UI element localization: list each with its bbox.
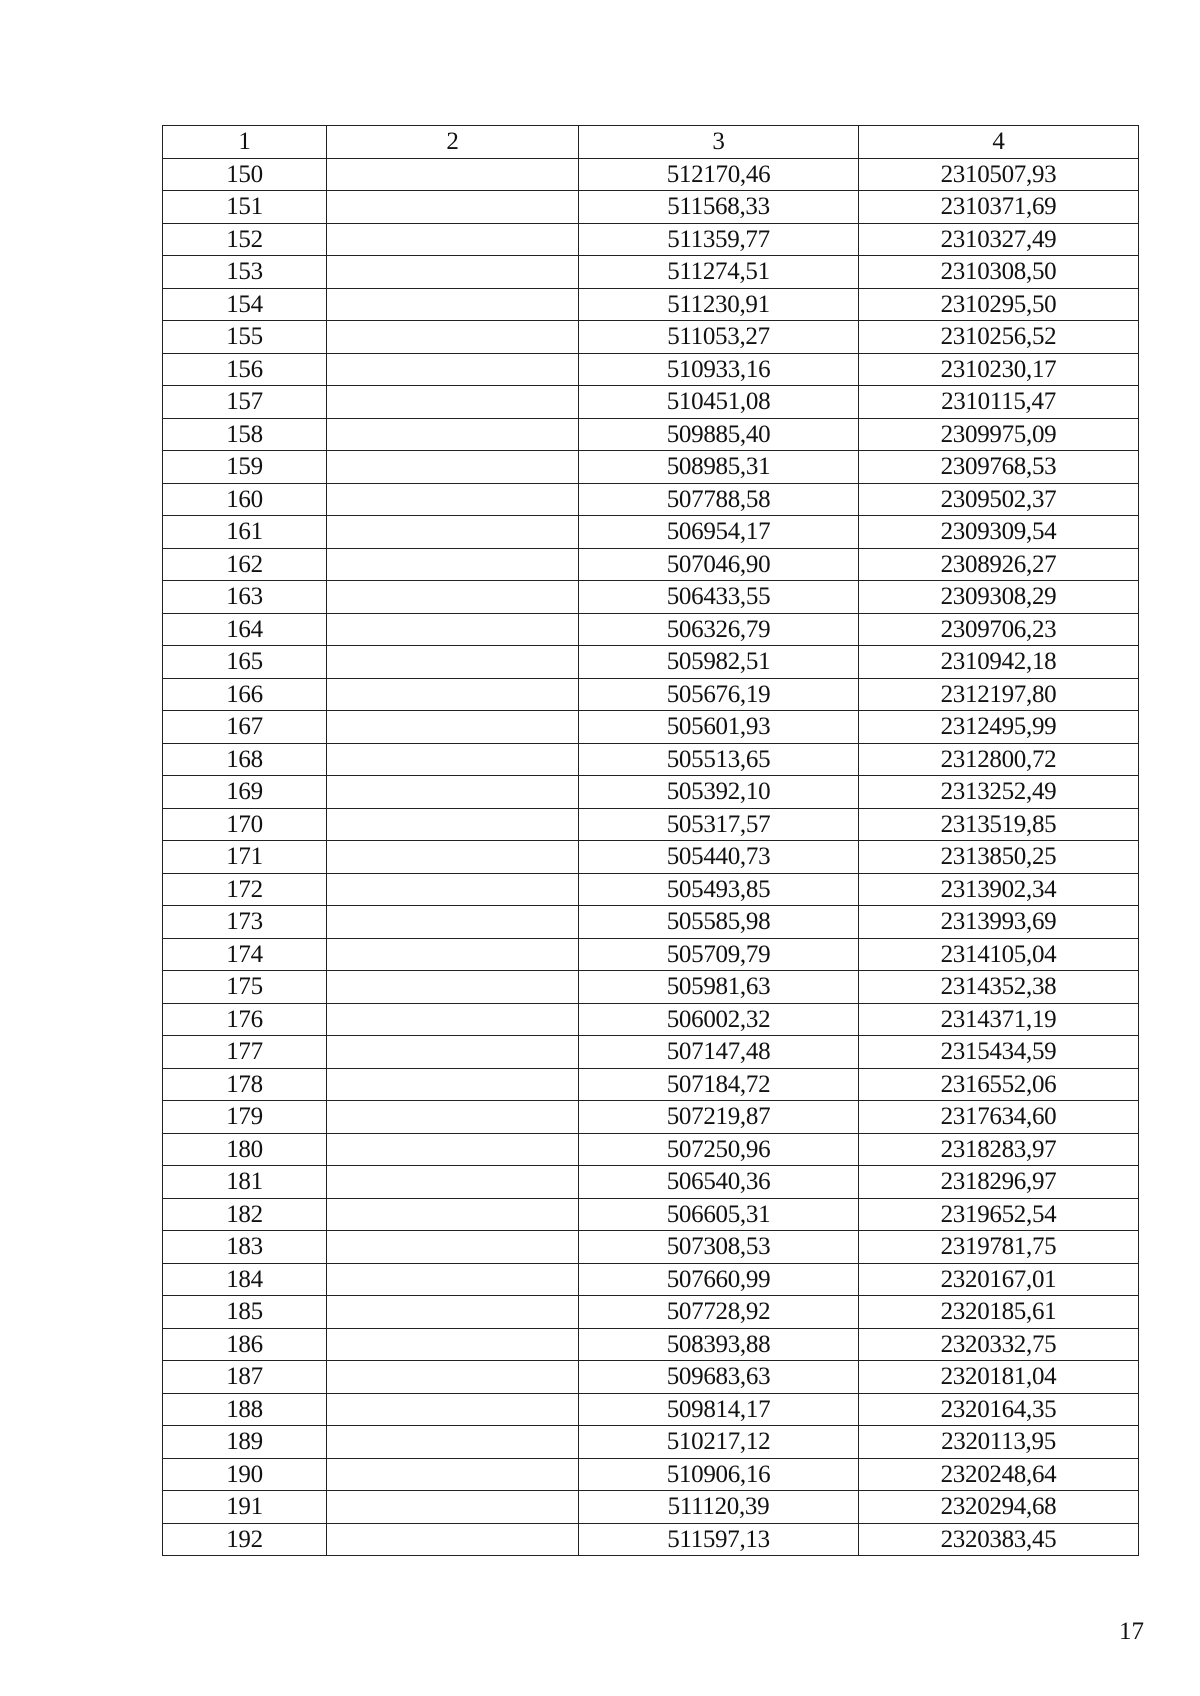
y-coordinate-cell: 2320164,35 [859, 1393, 1139, 1426]
x-coordinate-cell: 510933,16 [579, 353, 859, 386]
x-coordinate-cell: 511568,33 [579, 191, 859, 224]
description-cell [327, 386, 579, 419]
x-coordinate-cell: 511597,13 [579, 1523, 859, 1556]
x-coordinate-cell: 506002,32 [579, 1003, 859, 1036]
point-number-cell: 153 [163, 256, 327, 289]
table-row [163, 1101, 1139, 1134]
table-row [163, 1133, 1139, 1166]
y-coordinate-cell: 2315434,59 [859, 1036, 1139, 1069]
y-coordinate-cell: 2310507,93 [859, 158, 1139, 191]
page-number: 17 [1119, 1618, 1144, 1645]
y-coordinate-cell: 2320185,61 [859, 1296, 1139, 1329]
y-coordinate-cell: 2314105,04 [859, 938, 1139, 971]
y-coordinate-cell: 2310295,50 [859, 288, 1139, 321]
y-coordinate-cell: 2320383,45 [859, 1523, 1139, 1556]
x-coordinate-cell: 509814,17 [579, 1393, 859, 1426]
description-cell [327, 1198, 579, 1231]
x-coordinate-cell: 505585,98 [579, 906, 859, 939]
column-header-3: 3 [579, 126, 859, 159]
point-number-cell: 176 [163, 1003, 327, 1036]
point-number-cell: 163 [163, 581, 327, 614]
y-coordinate-cell: 2309975,09 [859, 418, 1139, 451]
point-number-cell: 151 [163, 191, 327, 224]
point-number-cell: 152 [163, 223, 327, 256]
point-number-cell: 167 [163, 711, 327, 744]
point-number-cell: 160 [163, 483, 327, 516]
description-cell [327, 353, 579, 386]
description-cell [327, 873, 579, 906]
point-number-cell: 155 [163, 321, 327, 354]
point-number-cell: 192 [163, 1523, 327, 1556]
point-number-cell: 157 [163, 386, 327, 419]
description-cell [327, 451, 579, 484]
description-cell [327, 191, 579, 224]
description-cell [327, 906, 579, 939]
point-number-cell: 164 [163, 613, 327, 646]
point-number-cell: 161 [163, 516, 327, 549]
table-row [163, 776, 1139, 809]
table-row [163, 158, 1139, 191]
header-row [163, 126, 1139, 159]
y-coordinate-cell: 2310371,69 [859, 191, 1139, 224]
point-number-cell: 159 [163, 451, 327, 484]
x-coordinate-cell: 506540,36 [579, 1166, 859, 1199]
table-header [163, 126, 1139, 159]
y-coordinate-cell: 2313902,34 [859, 873, 1139, 906]
table-row [163, 1003, 1139, 1036]
x-coordinate-cell: 507788,58 [579, 483, 859, 516]
description-cell [327, 321, 579, 354]
table-row [163, 1198, 1139, 1231]
y-coordinate-cell: 2309502,37 [859, 483, 1139, 516]
point-number-cell: 177 [163, 1036, 327, 1069]
description-cell [327, 1361, 579, 1394]
point-number-cell: 181 [163, 1166, 327, 1199]
table-row [163, 548, 1139, 581]
y-coordinate-cell: 2320332,75 [859, 1328, 1139, 1361]
description-cell [327, 1393, 579, 1426]
point-number-cell: 184 [163, 1263, 327, 1296]
description-cell [327, 1328, 579, 1361]
point-number-cell: 150 [163, 158, 327, 191]
x-coordinate-cell: 505601,93 [579, 711, 859, 744]
point-number-cell: 175 [163, 971, 327, 1004]
table-row [163, 256, 1139, 289]
y-coordinate-cell: 2309308,29 [859, 581, 1139, 614]
column-header-1: 1 [163, 126, 327, 159]
description-cell [327, 1491, 579, 1524]
y-coordinate-cell: 2320248,64 [859, 1458, 1139, 1491]
table-row [163, 808, 1139, 841]
table-row [163, 743, 1139, 776]
table-row [163, 1523, 1139, 1556]
y-coordinate-cell: 2320181,04 [859, 1361, 1139, 1394]
description-cell [327, 223, 579, 256]
point-number-cell: 158 [163, 418, 327, 451]
x-coordinate-cell: 505513,65 [579, 743, 859, 776]
description-cell [327, 1426, 579, 1459]
y-coordinate-cell: 2310942,18 [859, 646, 1139, 679]
x-coordinate-cell: 511120,39 [579, 1491, 859, 1524]
y-coordinate-cell: 2309309,54 [859, 516, 1139, 549]
table-row [163, 1231, 1139, 1264]
table-row [163, 1426, 1139, 1459]
x-coordinate-cell: 507046,90 [579, 548, 859, 581]
description-cell [327, 808, 579, 841]
x-coordinate-cell: 510217,12 [579, 1426, 859, 1459]
description-cell [327, 483, 579, 516]
description-cell [327, 158, 579, 191]
y-coordinate-cell: 2312495,99 [859, 711, 1139, 744]
y-coordinate-cell: 2309768,53 [859, 451, 1139, 484]
table-row [163, 906, 1139, 939]
y-coordinate-cell: 2312197,80 [859, 678, 1139, 711]
description-cell [327, 581, 579, 614]
table-row [163, 1393, 1139, 1426]
x-coordinate-cell: 511053,27 [579, 321, 859, 354]
y-coordinate-cell: 2313252,49 [859, 776, 1139, 809]
description-cell [327, 1458, 579, 1491]
table-row [163, 223, 1139, 256]
description-cell [327, 288, 579, 321]
table-row [163, 581, 1139, 614]
table-row [163, 418, 1139, 451]
y-coordinate-cell: 2320167,01 [859, 1263, 1139, 1296]
y-coordinate-cell: 2313519,85 [859, 808, 1139, 841]
description-cell [327, 1231, 579, 1264]
table-row [163, 841, 1139, 874]
point-number-cell: 178 [163, 1068, 327, 1101]
x-coordinate-cell: 505982,51 [579, 646, 859, 679]
point-number-cell: 186 [163, 1328, 327, 1361]
y-coordinate-cell: 2316552,06 [859, 1068, 1139, 1101]
description-cell [327, 646, 579, 679]
description-cell [327, 1523, 579, 1556]
y-coordinate-cell: 2310115,47 [859, 386, 1139, 419]
x-coordinate-cell: 507250,96 [579, 1133, 859, 1166]
y-coordinate-cell: 2312800,72 [859, 743, 1139, 776]
point-number-cell: 191 [163, 1491, 327, 1524]
table-row [163, 1263, 1139, 1296]
table-row [163, 451, 1139, 484]
point-number-cell: 188 [163, 1393, 327, 1426]
point-number-cell: 187 [163, 1361, 327, 1394]
y-coordinate-cell: 2310230,17 [859, 353, 1139, 386]
x-coordinate-cell: 507660,99 [579, 1263, 859, 1296]
x-coordinate-cell: 506433,55 [579, 581, 859, 614]
table-row [163, 646, 1139, 679]
table-row [163, 938, 1139, 971]
y-coordinate-cell: 2314352,38 [859, 971, 1139, 1004]
x-coordinate-cell: 505392,10 [579, 776, 859, 809]
point-number-cell: 166 [163, 678, 327, 711]
y-coordinate-cell: 2317634,60 [859, 1101, 1139, 1134]
y-coordinate-cell: 2313993,69 [859, 906, 1139, 939]
x-coordinate-cell: 510906,16 [579, 1458, 859, 1491]
point-number-cell: 173 [163, 906, 327, 939]
y-coordinate-cell: 2318283,97 [859, 1133, 1139, 1166]
description-cell [327, 776, 579, 809]
table-row [163, 483, 1139, 516]
point-number-cell: 172 [163, 873, 327, 906]
description-cell [327, 1036, 579, 1069]
x-coordinate-cell: 507147,48 [579, 1036, 859, 1069]
x-coordinate-cell: 505981,63 [579, 971, 859, 1004]
y-coordinate-cell: 2320113,95 [859, 1426, 1139, 1459]
y-coordinate-cell: 2310256,52 [859, 321, 1139, 354]
y-coordinate-cell: 2320294,68 [859, 1491, 1139, 1524]
table-row [163, 1491, 1139, 1524]
x-coordinate-cell: 507184,72 [579, 1068, 859, 1101]
column-header-4: 4 [859, 126, 1139, 159]
x-coordinate-cell: 505317,57 [579, 808, 859, 841]
point-number-cell: 183 [163, 1231, 327, 1264]
description-cell [327, 418, 579, 451]
description-cell [327, 1166, 579, 1199]
table-row [163, 1166, 1139, 1199]
point-number-cell: 154 [163, 288, 327, 321]
x-coordinate-cell: 508393,88 [579, 1328, 859, 1361]
x-coordinate-cell: 509683,63 [579, 1361, 859, 1394]
description-cell [327, 1003, 579, 1036]
x-coordinate-cell: 511359,77 [579, 223, 859, 256]
coordinates-table [162, 125, 1139, 1556]
x-coordinate-cell: 511230,91 [579, 288, 859, 321]
column-header-2: 2 [327, 126, 579, 159]
x-coordinate-cell: 505676,19 [579, 678, 859, 711]
table-row [163, 386, 1139, 419]
table-row [163, 711, 1139, 744]
point-number-cell: 170 [163, 808, 327, 841]
point-number-cell: 169 [163, 776, 327, 809]
y-coordinate-cell: 2310327,49 [859, 223, 1139, 256]
description-cell [327, 938, 579, 971]
x-coordinate-cell: 506954,17 [579, 516, 859, 549]
x-coordinate-cell: 510451,08 [579, 386, 859, 419]
point-number-cell: 189 [163, 1426, 327, 1459]
description-cell [327, 613, 579, 646]
table-row [163, 321, 1139, 354]
table-row [163, 873, 1139, 906]
table-row [163, 516, 1139, 549]
y-coordinate-cell: 2310308,50 [859, 256, 1139, 289]
table-row [163, 1328, 1139, 1361]
table-row [163, 1458, 1139, 1491]
y-coordinate-cell: 2308926,27 [859, 548, 1139, 581]
description-cell [327, 1133, 579, 1166]
table-row [163, 678, 1139, 711]
x-coordinate-cell: 508985,31 [579, 451, 859, 484]
table-body [163, 158, 1139, 1556]
description-cell [327, 516, 579, 549]
table-row [163, 288, 1139, 321]
x-coordinate-cell: 506605,31 [579, 1198, 859, 1231]
table-row [163, 613, 1139, 646]
y-coordinate-cell: 2319781,75 [859, 1231, 1139, 1264]
x-coordinate-cell: 505709,79 [579, 938, 859, 971]
y-coordinate-cell: 2318296,97 [859, 1166, 1139, 1199]
description-cell [327, 971, 579, 1004]
description-cell [327, 743, 579, 776]
point-number-cell: 156 [163, 353, 327, 386]
point-number-cell: 174 [163, 938, 327, 971]
y-coordinate-cell: 2309706,23 [859, 613, 1139, 646]
x-coordinate-cell: 507219,87 [579, 1101, 859, 1134]
description-cell [327, 841, 579, 874]
x-coordinate-cell: 511274,51 [579, 256, 859, 289]
y-coordinate-cell: 2319652,54 [859, 1198, 1139, 1231]
table-row [163, 191, 1139, 224]
x-coordinate-cell: 507728,92 [579, 1296, 859, 1329]
description-cell [327, 711, 579, 744]
table-row [163, 1361, 1139, 1394]
x-coordinate-cell: 506326,79 [579, 613, 859, 646]
description-cell [327, 678, 579, 711]
point-number-cell: 171 [163, 841, 327, 874]
x-coordinate-cell: 505440,73 [579, 841, 859, 874]
description-cell [327, 1068, 579, 1101]
point-number-cell: 168 [163, 743, 327, 776]
description-cell [327, 1296, 579, 1329]
point-number-cell: 180 [163, 1133, 327, 1166]
description-cell [327, 548, 579, 581]
point-number-cell: 162 [163, 548, 327, 581]
point-number-cell: 179 [163, 1101, 327, 1134]
point-number-cell: 182 [163, 1198, 327, 1231]
x-coordinate-cell: 509885,40 [579, 418, 859, 451]
x-coordinate-cell: 512170,46 [579, 158, 859, 191]
point-number-cell: 190 [163, 1458, 327, 1491]
description-cell [327, 1101, 579, 1134]
point-number-cell: 165 [163, 646, 327, 679]
table-row [163, 1036, 1139, 1069]
table-row [163, 1068, 1139, 1101]
description-cell [327, 1263, 579, 1296]
table-row [163, 353, 1139, 386]
x-coordinate-cell: 507308,53 [579, 1231, 859, 1264]
table-row [163, 971, 1139, 1004]
x-coordinate-cell: 505493,85 [579, 873, 859, 906]
table-row [163, 1296, 1139, 1329]
description-cell [327, 256, 579, 289]
y-coordinate-cell: 2314371,19 [859, 1003, 1139, 1036]
y-coordinate-cell: 2313850,25 [859, 841, 1139, 874]
point-number-cell: 185 [163, 1296, 327, 1329]
